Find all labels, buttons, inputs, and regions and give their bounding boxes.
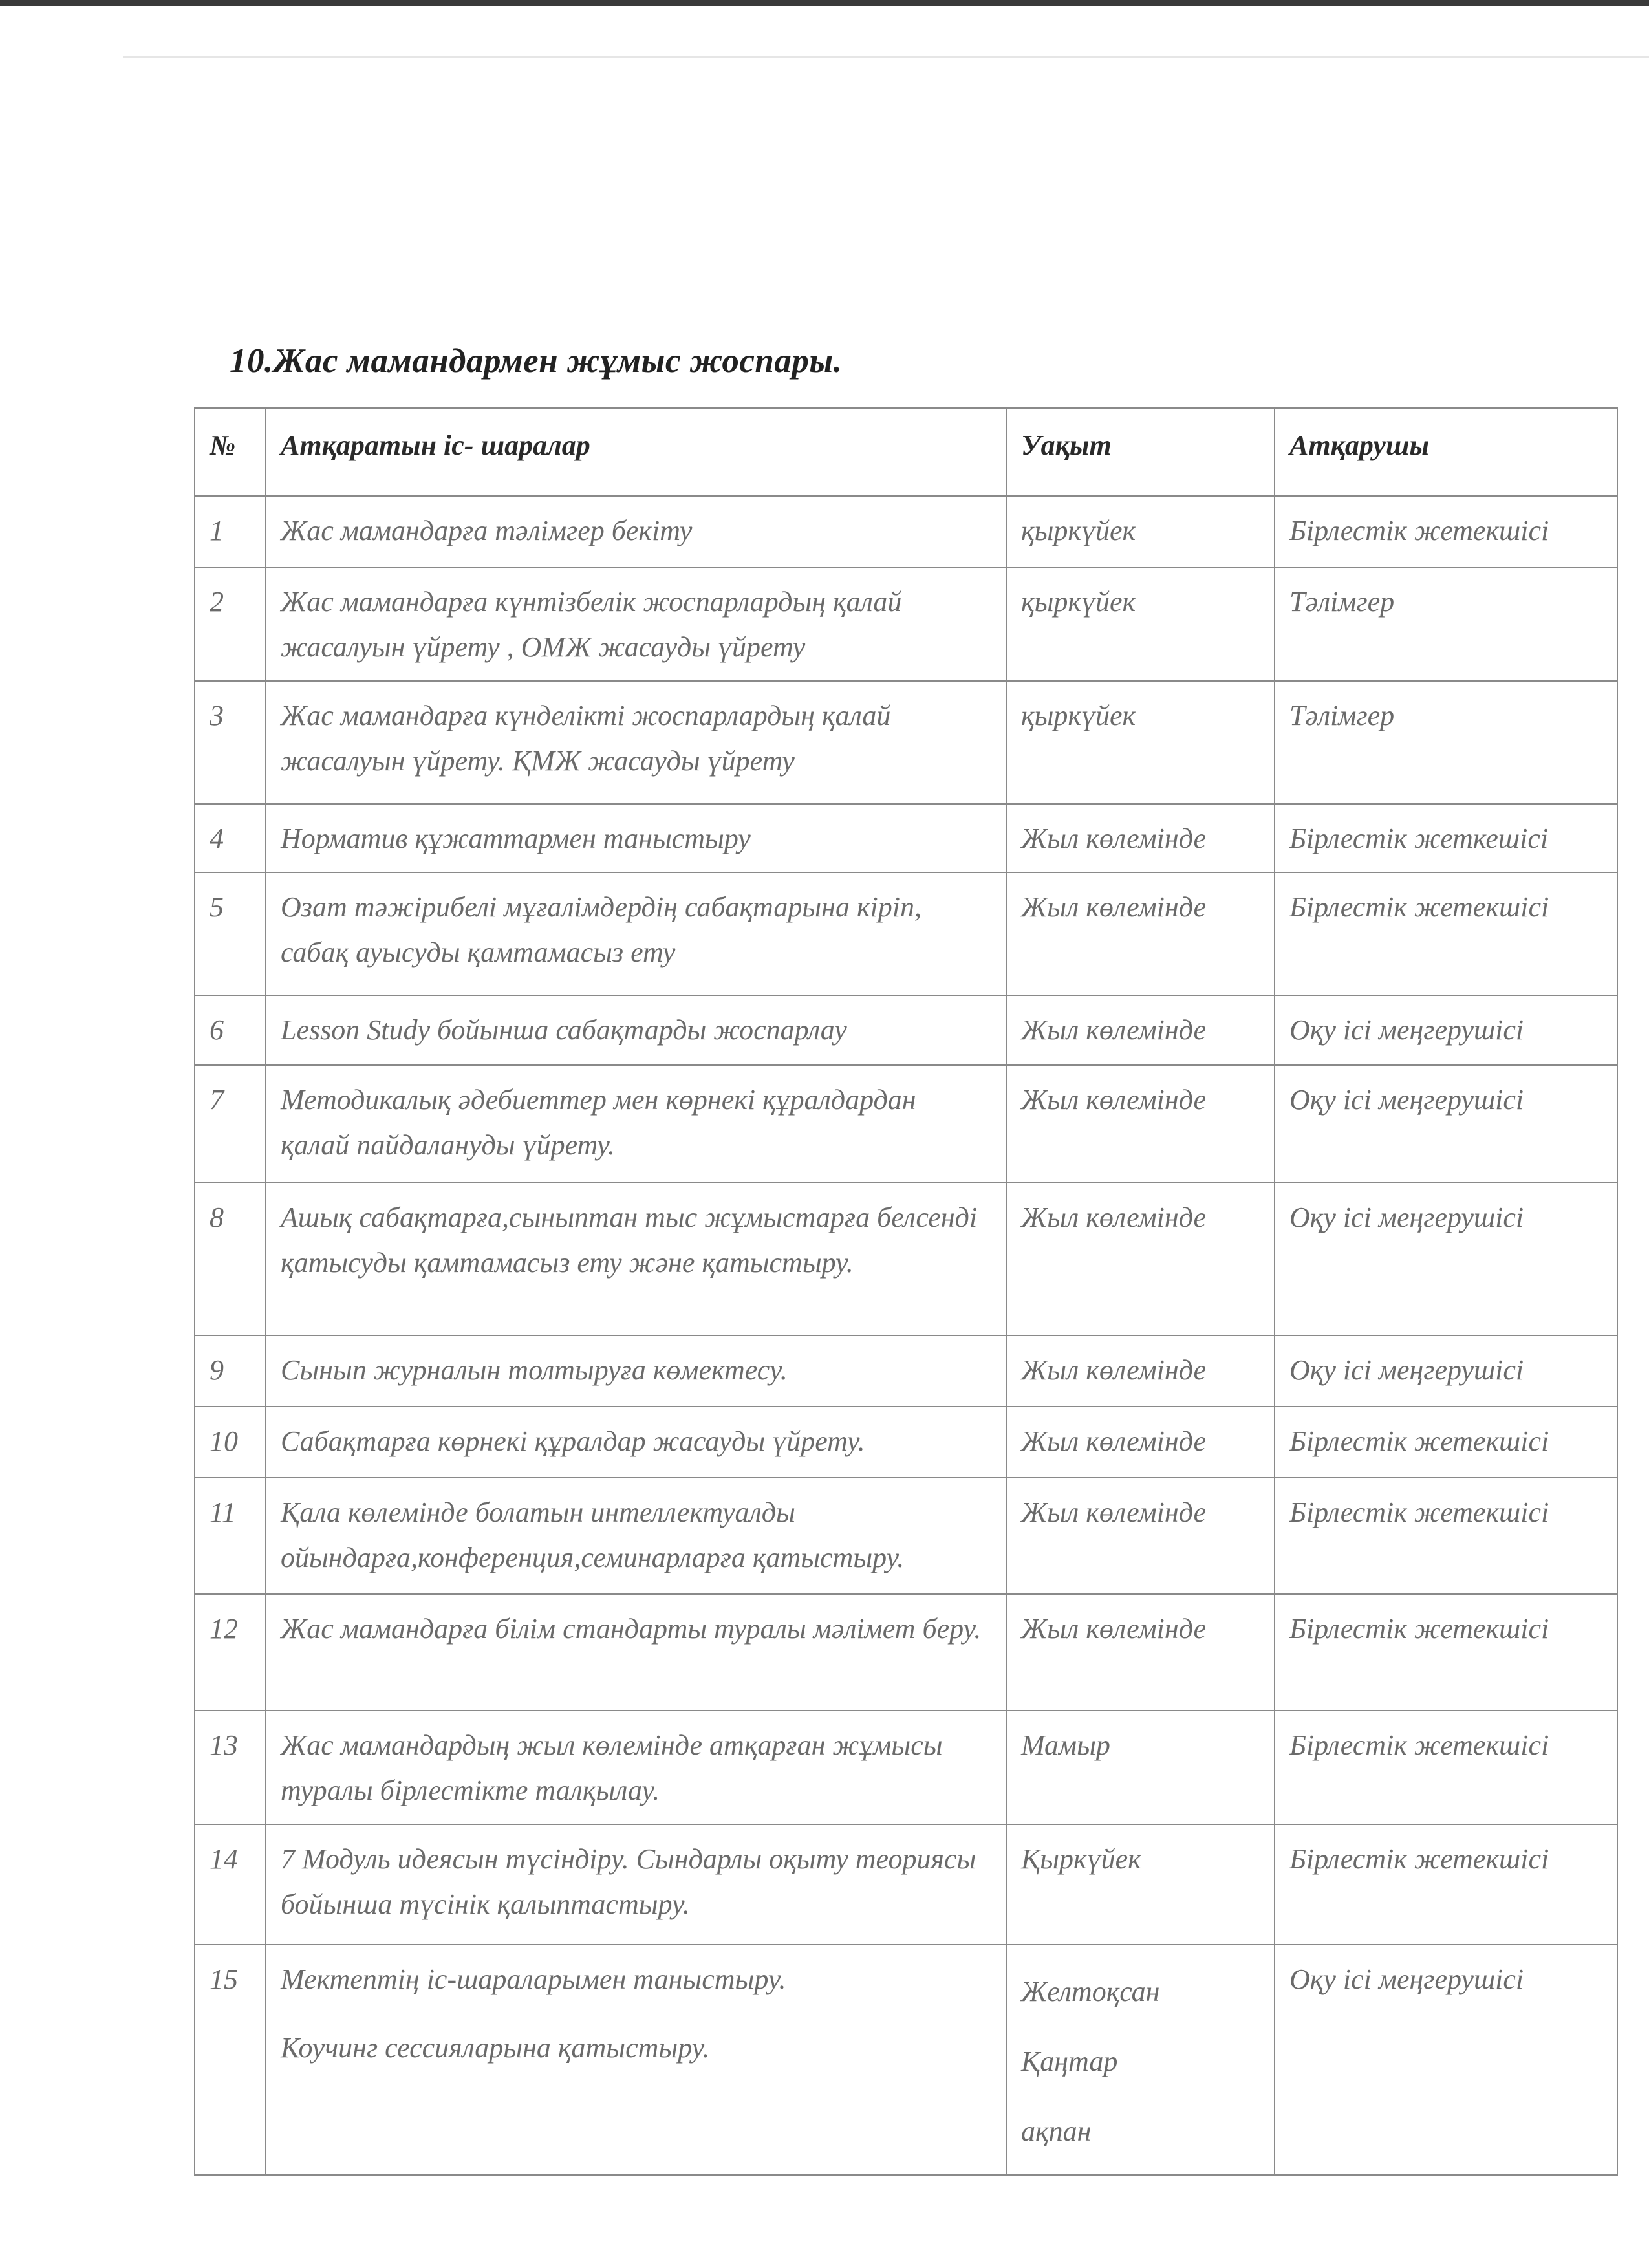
table-row	[195, 1065, 1617, 1183]
document-title: 10.Жас мамандармен жұмыс жоспары.	[230, 342, 843, 380]
row-time: Жыл көлемінде	[1006, 872, 1275, 995]
row-number: 4	[195, 804, 266, 872]
row-executor: Бірлестік жетекшісі	[1275, 1407, 1617, 1478]
table-row	[195, 1824, 1617, 1945]
row-number: 5	[195, 872, 266, 995]
row-executor: Оқу ісі меңгерушісі	[1275, 995, 1617, 1065]
row-activity: Норматив құжаттармен таныстыру	[266, 804, 1006, 872]
row-number: 7	[195, 1065, 266, 1183]
table-row	[195, 1335, 1617, 1407]
row-executor: Оқу ісі меңгерушісі	[1275, 1945, 1617, 2175]
table-row	[195, 1478, 1617, 1594]
row-number: 8	[195, 1183, 266, 1335]
row-executor: Бірлестік жетекшісі	[1275, 872, 1617, 995]
row-time: Жыл көлемінде	[1006, 1335, 1275, 1407]
row-executor: Бірлестік жетекшісі	[1275, 1824, 1617, 1945]
row-executor: Бірлестік жетекшісі	[1275, 496, 1617, 567]
row-time: Жыл көлемінде	[1006, 804, 1275, 872]
row-executor: Оқу ісі меңгерушісі	[1275, 1335, 1617, 1407]
table-row	[195, 1594, 1617, 1711]
activity-line-1: Мектептің іс-шараларымен таныстыру.	[281, 1963, 786, 1995]
row-activity: Lesson Study бойынша сабақтарды жоспарлау	[266, 995, 1006, 1065]
row-number: 13	[195, 1711, 266, 1824]
row-activity: Жас мамандарға күнделікті жоспарлардың қалай жасалуын үйрету. ҚМЖ жасауды үйрету	[266, 681, 1006, 804]
table-row	[195, 496, 1617, 567]
row-activity: Методикалық әдебиеттер мен көрнекі құралдардан қалай пайдалануды үйрету.	[266, 1065, 1006, 1183]
header-executor: Атқарушы	[1275, 408, 1617, 496]
row-number: 6	[195, 995, 266, 1065]
row-number: 11	[195, 1478, 266, 1594]
row-executor: Оқу ісі меңгерушісі	[1275, 1065, 1617, 1183]
row-number: 9	[195, 1335, 266, 1407]
activity-line-2: Коучинг сессияларына қатыстыру.	[281, 2032, 710, 2064]
row-executor: Тәлімгер	[1275, 681, 1617, 804]
table-row	[195, 1407, 1617, 1478]
table-row	[195, 872, 1617, 995]
row-activity: Жас мамандардың жыл көлемінде атқарған жұмысы туралы бірлестікте талқылау.	[266, 1711, 1006, 1824]
row-number: 12	[195, 1594, 266, 1711]
row-time: қыркүйек	[1006, 496, 1275, 567]
work-plan-table	[194, 407, 1618, 2176]
row-activity: Қала көлемінде болатын интеллектуалды ойындарға,конференция,семинарларға қатыстыру.	[266, 1478, 1006, 1594]
header-time: Уақыт	[1006, 408, 1275, 496]
table-row	[195, 1711, 1617, 1824]
row-activity: Ашық сабақтарға,сыныптан тыс жұмыстарға белсенді қатысуды қамтамасыз ету және қатыстыру.	[266, 1183, 1006, 1335]
row-executor: Бірлестік жетекшісі	[1275, 1711, 1617, 1824]
time-line-3: ақпан	[1021, 2115, 1092, 2147]
row-number: 1	[195, 496, 266, 567]
row-executor: Тәлімгер	[1275, 567, 1617, 681]
row-time	[1006, 1945, 1275, 2175]
header-number: №	[195, 408, 266, 496]
row-time: Қыркүйек	[1006, 1824, 1275, 1945]
row-activity: 7 Модуль идеясын түсіндіру. Сындарлы оқыту теориясы бойынша түсінік қалыптастыру.	[266, 1824, 1006, 1945]
row-time: қыркүйек	[1006, 567, 1275, 681]
row-number: 15	[195, 1945, 266, 2175]
row-activity: Сынып журналын толтыруға көмектесу.	[266, 1335, 1006, 1407]
row-number: 2	[195, 567, 266, 681]
table-row	[195, 804, 1617, 872]
row-activity	[266, 1945, 1006, 2175]
row-time: Жыл көлемінде	[1006, 1183, 1275, 1335]
header-activity: Атқаратын іс- шаралар	[266, 408, 1006, 496]
row-time: Жыл көлемінде	[1006, 1478, 1275, 1594]
row-activity: Жас мамандарға білім стандарты туралы мәлімет беру.	[266, 1594, 1006, 1711]
row-time: Жыл көлемінде	[1006, 1407, 1275, 1478]
row-time: Жыл көлемінде	[1006, 995, 1275, 1065]
row-time: Жыл көлемінде	[1006, 1065, 1275, 1183]
scan-top-edge	[0, 0, 1649, 6]
table-row	[195, 1183, 1617, 1335]
table-row	[195, 567, 1617, 681]
row-activity: Жас мамандарға тәлімгер бекіту	[266, 496, 1006, 567]
row-number: 10	[195, 1407, 266, 1478]
time-line-1: Желтоқсан	[1021, 1976, 1160, 2007]
table-row	[195, 995, 1617, 1065]
row-time: Мамыр	[1006, 1711, 1275, 1824]
row-executor: Оқу ісі меңгерушісі	[1275, 1183, 1617, 1335]
row-time: қыркүйек	[1006, 681, 1275, 804]
row-number: 14	[195, 1824, 266, 1945]
table-header-row	[195, 408, 1617, 496]
time-line-2: Қаңтар	[1021, 2046, 1118, 2077]
table-row	[195, 1945, 1617, 2175]
row-executor: Бірлестік жетекшісі	[1275, 1594, 1617, 1711]
row-activity: Жас мамандарға күнтізбелік жоспарлардың қалай жасалуын үйрету , ОМЖ жасауды үйрету	[266, 567, 1006, 681]
scan-artifact-line	[123, 56, 1649, 58]
row-executor: Бірлестік жетекшісі	[1275, 1478, 1617, 1594]
row-executor: Бірлестік жеткешісі	[1275, 804, 1617, 872]
table-row	[195, 681, 1617, 804]
row-number: 3	[195, 681, 266, 804]
row-activity: Озат тәжірибелі мұғалімдердің сабақтарына кіріп, сабақ ауысуды қамтамасыз ету	[266, 872, 1006, 995]
row-activity: Сабақтарға көрнекі құралдар жасауды үйрету.	[266, 1407, 1006, 1478]
row-time: Жыл көлемінде	[1006, 1594, 1275, 1711]
